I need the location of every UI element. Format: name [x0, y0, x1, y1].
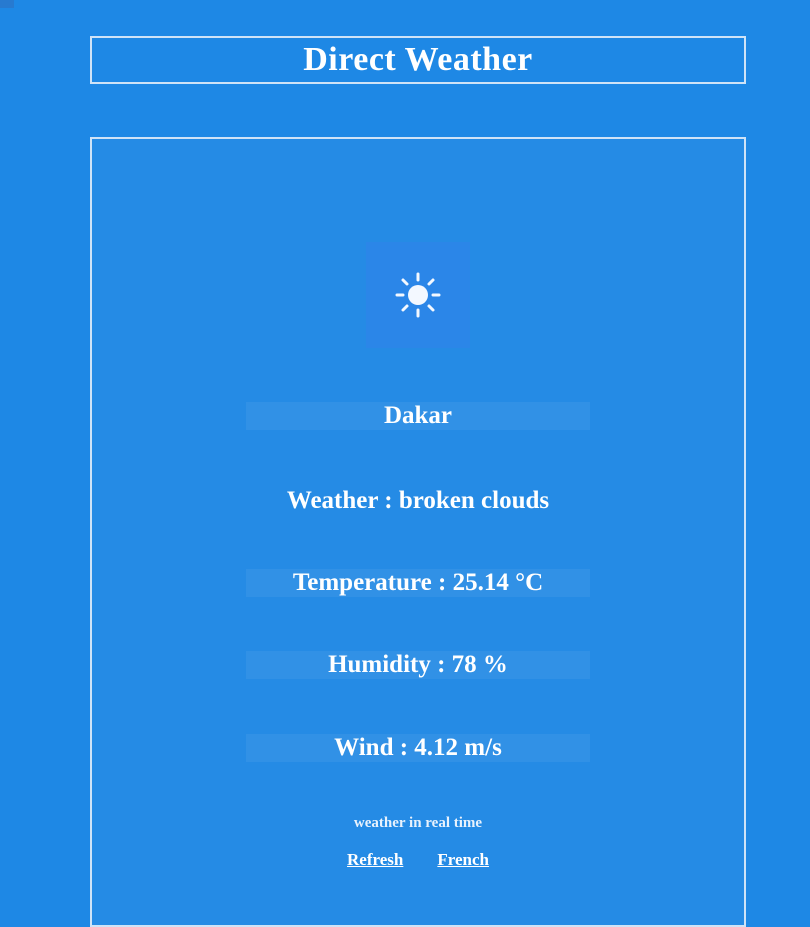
temperature-value: Temperature : 25.14 °C: [246, 569, 590, 597]
wind-value: Wind : 4.12 m/s: [246, 734, 590, 762]
weather-card: [90, 137, 746, 927]
weather-condition: Weather : broken clouds: [286, 487, 550, 514]
city-name: Dakar: [246, 402, 590, 430]
scrollbar-thumb[interactable]: [0, 0, 14, 8]
humidity-value: Humidity : 78 %: [246, 651, 590, 679]
weather-icon-tile: [366, 242, 470, 348]
language-french-link[interactable]: French: [437, 850, 489, 869]
refresh-link[interactable]: Refresh: [347, 850, 404, 869]
tagline-text: weather in real time: [353, 815, 483, 831]
sun-icon: [390, 267, 446, 323]
footer-links: [92, 850, 744, 870]
page-title: Direct Weather: [303, 41, 533, 78]
scrollbar-track[interactable]: [0, 0, 14, 900]
app-header: [90, 36, 746, 84]
